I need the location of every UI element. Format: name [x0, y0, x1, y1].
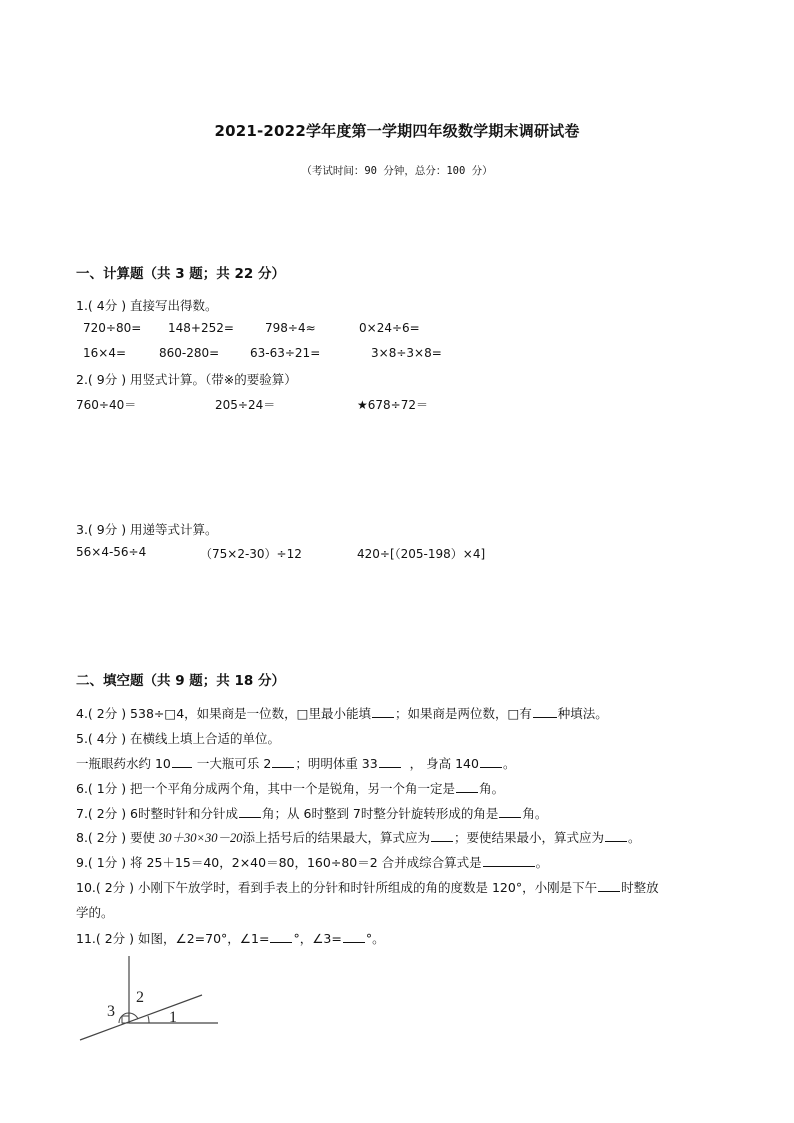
- q7-text-a: 7.( 2分 ) 6时整时针和分针成: [76, 806, 239, 821]
- q6-text-b: 角。: [479, 781, 505, 796]
- q4-text-a: 4.( 2分 ) 538÷□4，如果商是一位数，□里最小能填: [76, 706, 371, 721]
- answer-blank[interactable]: [480, 755, 502, 768]
- question-9: [76, 853, 548, 871]
- section-heading-fill-blank: 二、填空题（共 9 题；共 18 分）: [76, 673, 285, 689]
- q8-text-a: 8.( 2分 ) 要使: [76, 830, 156, 845]
- angle-1-arc: [148, 1016, 149, 1023]
- answer-blank[interactable]: [456, 780, 478, 793]
- question-2-label: 2.( 9分 ) 用竖式计算。（带※的要验算）: [76, 372, 297, 387]
- answer-blank[interactable]: [598, 879, 620, 892]
- answer-blank[interactable]: [270, 930, 292, 943]
- q3-item: 420÷[（205-198）×4]: [357, 547, 486, 561]
- q9-text-b: 。: [535, 855, 549, 870]
- q7-text-c: 角。: [522, 806, 548, 821]
- answer-blank[interactable]: [379, 755, 401, 768]
- question-10: [76, 878, 659, 896]
- angle-diagram: [72, 952, 232, 1047]
- question-7: [76, 804, 547, 822]
- answer-blank[interactable]: [483, 854, 535, 867]
- question-10-continued: 学的。: [76, 905, 114, 920]
- question-6: [76, 779, 504, 797]
- section-heading-calculation: 一、计算题（共 3 题；共 22 分）: [76, 266, 285, 282]
- answer-blank[interactable]: [372, 705, 394, 718]
- angle-label-2: 2: [136, 989, 144, 1006]
- q2-item: ★678÷72＝: [357, 398, 428, 412]
- q2-item: 760÷40＝: [76, 398, 137, 412]
- question-11: [76, 929, 385, 947]
- q8-text-b: 添上括号后的结果最大，算式应为: [242, 830, 430, 845]
- q11-text-c: °。: [365, 931, 385, 946]
- q1-item: 148+252=: [168, 321, 234, 335]
- q1-item: 16×4=: [83, 346, 127, 360]
- answer-blank[interactable]: [343, 930, 365, 943]
- angle-label-1: 1: [169, 1009, 177, 1026]
- answer-blank[interactable]: [499, 805, 521, 818]
- exam-info: （考试时间：90 分钟，总分：100 分）: [301, 165, 493, 177]
- q8-text-d: 。: [628, 830, 641, 845]
- q1-item: 3×8÷3×8=: [371, 346, 442, 360]
- q5-text-b: 一大瓶可乐 2: [196, 756, 272, 771]
- question-3-label: 3.( 9分 ) 用递等式计算。: [76, 522, 218, 537]
- answer-blank[interactable]: [605, 829, 627, 842]
- answer-blank[interactable]: [239, 805, 261, 818]
- question-4: [76, 704, 608, 722]
- q11-text-b: °，∠3=: [293, 931, 342, 946]
- q11-text-a: 11.( 2分 ) 如图，∠2=70°，∠1=: [76, 931, 270, 946]
- answer-blank[interactable]: [172, 755, 192, 768]
- answer-blank[interactable]: [431, 829, 453, 842]
- angle-3-arc: [119, 1013, 129, 1023]
- q1-item: 0×24÷6=: [359, 321, 420, 335]
- answer-blank[interactable]: [272, 755, 294, 768]
- q8-expression: 30＋30×30－20: [159, 831, 243, 845]
- q1-item: 860-280=: [159, 346, 220, 360]
- q10-text-a: 10.( 2分 ) 小刚下午放学时，看到手表上的分针和时针所组成的角的度数是 120°，小刚是下午: [76, 880, 598, 895]
- q5-text-a: 一瓶眼药水约 10: [76, 756, 171, 771]
- angle-label-3: 3: [107, 1003, 115, 1020]
- q5-text-c: ；明明体重 33: [295, 756, 378, 771]
- q8-text-c: ；要使结果最小，算式应为: [454, 830, 605, 845]
- angle-2-arc: [129, 1013, 138, 1019]
- question-8: [76, 828, 641, 846]
- q3-item: 56×4-56÷4: [76, 545, 147, 559]
- q10-text-b: 时整放: [621, 880, 659, 895]
- q9-text-a: 9.( 1分 ) 将 25＋15＝40，2×40＝80，160÷80＝2 合并成综合算式是: [76, 855, 482, 870]
- q2-item: 205÷24＝: [215, 398, 276, 412]
- q4-text-b: ；如果商是两位数，□有: [394, 706, 532, 721]
- q1-item: 720÷80=: [83, 321, 142, 335]
- q4-text-c: 种填法。: [557, 706, 608, 721]
- page-title: 2021-2022学年度第一学期四年级数学期末调研试卷: [214, 122, 580, 140]
- q1-item: 63-63÷21=: [250, 346, 321, 360]
- q1-item: 798÷4≈: [265, 321, 316, 335]
- q5-text-d: ， 身高 140: [409, 756, 479, 771]
- question-1-label: 1.( 4分 ) 直接写出得数。: [76, 298, 218, 313]
- q5-text-e: 。: [502, 756, 516, 771]
- question-5-items: [76, 754, 515, 772]
- answer-blank[interactable]: [533, 705, 557, 718]
- question-5-label: 5.( 4分 ) 在横线上填上合适的单位。: [76, 731, 281, 746]
- q6-text-a: 6.( 1分 ) 把一个平角分成两个角，其中一个是锐角，另一个角一定是: [76, 781, 456, 796]
- q3-item: （75×2-30）÷12: [200, 547, 302, 561]
- q7-text-b: 角；从 6时整到 7时整分针旋转形成的角是: [262, 806, 499, 821]
